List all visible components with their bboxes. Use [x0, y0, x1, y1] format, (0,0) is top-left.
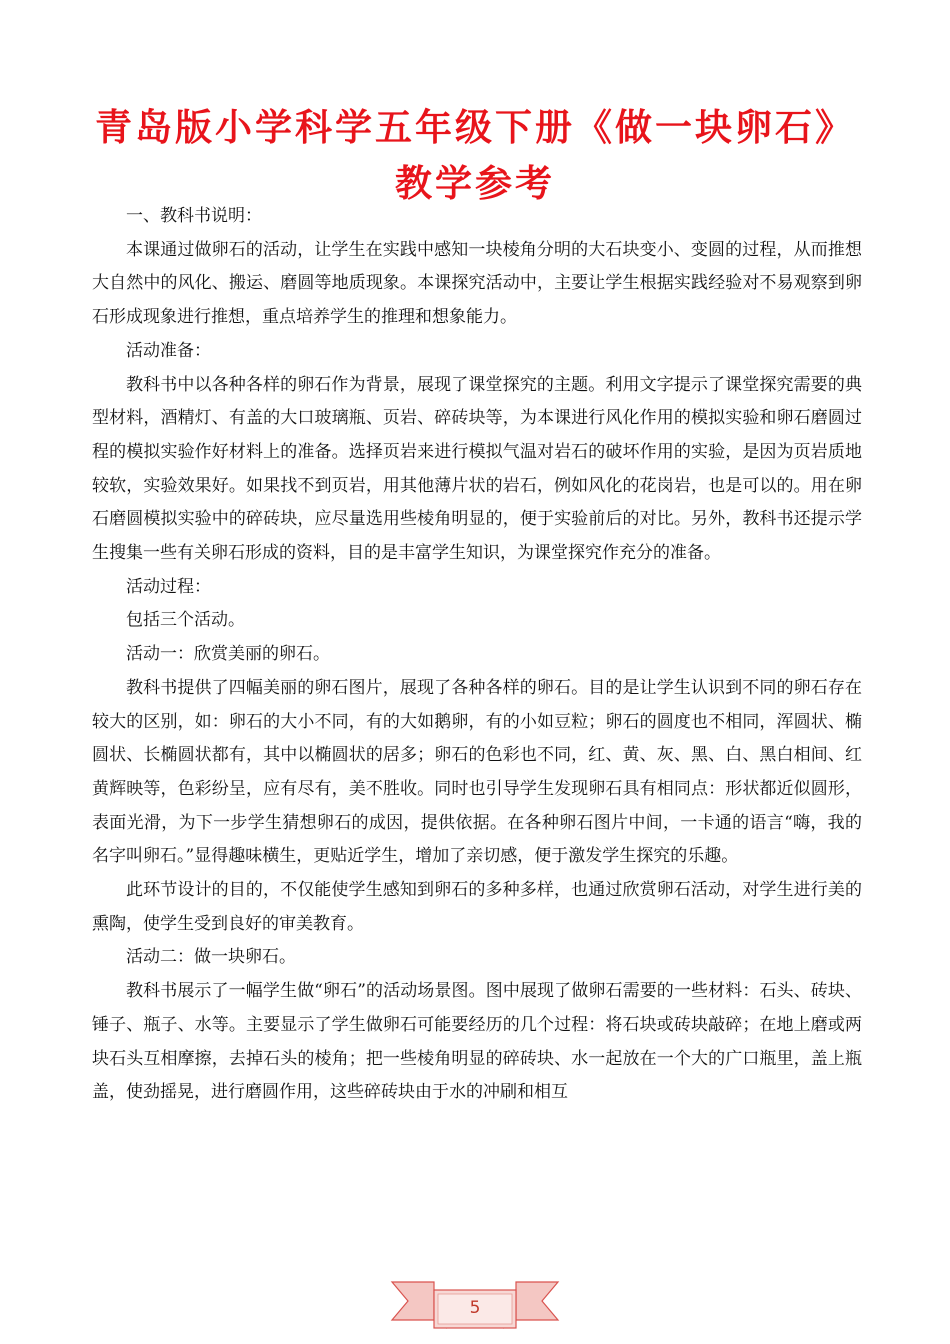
paragraph: 一、教科书说明： [126, 206, 262, 226]
paragraph: 教科书提供了四幅美丽的卵石图片，展现了各种各样的卵石。目的是让学生认识到不同的卵石存在较大的区别，如：卵石的大小不同，有的大如鹅卵，有的小如豆粒；卵石的圆度也不相同，浑圆状、椭圆状、长椭圆状都有，其中以椭圆状的居多；卵石的色彩也不同，红、黄、灰、黑、白、黑白相间、红黄辉映等，色彩纷呈，应有尽有，美不胜收。同时也引导学生发现卵石具有相同点：形状都近似圆形，表面光滑，为下一步学生猜想卵石的成因，提供依据。在各种卵石图片中间，一卡通的语言“嗨，我的名字叫卵石。”显得趣味横生，更贴近学生，增加了亲切感，便于激发学生探究的乐趣。 [92, 677, 862, 867]
paragraph: 此环节设计的目的，不仅能使学生感知到卵石的多种多样，也通过欣赏卵石活动，对学生进行美的熏陶，使学生受到良好的审美教育。 [92, 880, 862, 934]
paragraph: 教科书中以各种各样的卵石作为背景，展现了课堂探究的主题。利用文字提示了课堂探究需要的典型材料，酒精灯、有盖的大口玻璃瓶、页岩、碎砖块等，为本课进行风化作用的模拟实验和卵石磨圆过程的模拟实验作好材料上的准备。选择页岩来进行模拟气温对岩石的破坏作用的实验，是因为页岩质地较软，实验效果好。如果找不到页岩，用其他薄片状的岩石，例如风化的花岗岩，也是可以的。用在卵石磨圆模拟实验中的碎砖块，应尽量选用些棱角明显的，便于实验前后的对比。另外，教科书还提示学生搜集一些有关卵石形成的资料，目的是丰富学生知识，为课堂探究作充分的准备。 [92, 374, 862, 564]
paragraph: 本课通过做卵石的活动，让学生在实践中感知一块棱角分明的大石块变小、变圆的过程，从而推想大自然中的风化、搬运、磨圆等地质现象。本课探究活动中，主要让学生根据实践经验对不易观察到卵石形成现象进行推想，重点培养学生的推理和想象能力。 [92, 239, 862, 328]
paragraph: 教科书展示了一幅学生做“卵石”的活动场景图。图中展现了做卵石需要的一些材料：石头、砖块、锤子、瓶子、水等。主要显示了学生做卵石可能要经历的几个过程：将石块或砖块敲碎；在地上磨或两块石头互相摩擦，去掉石头的棱角；把一些棱角明显的碎砖块、水一起放在一个大的广口瓶里，盖上瓶盖，使劲摇晃，进行磨圆作用，这些碎砖块由于水的冲刷和相互 [92, 981, 862, 1103]
document-title: 青岛版小学科学五年级下册《做一块卵石》教学参考 [95, 106, 855, 205]
paragraph: 活动过程： [126, 576, 211, 597]
paragraph: 活动准备： [126, 340, 211, 361]
paragraph: 活动一：欣赏美丽的卵石。 [126, 644, 330, 665]
document-body [92, 200, 862, 1110]
paragraph: 包括三个活动。 [126, 610, 245, 631]
paragraph: 活动二：做一块卵石。 [126, 947, 296, 968]
page-number: 5 [469, 1298, 481, 1318]
